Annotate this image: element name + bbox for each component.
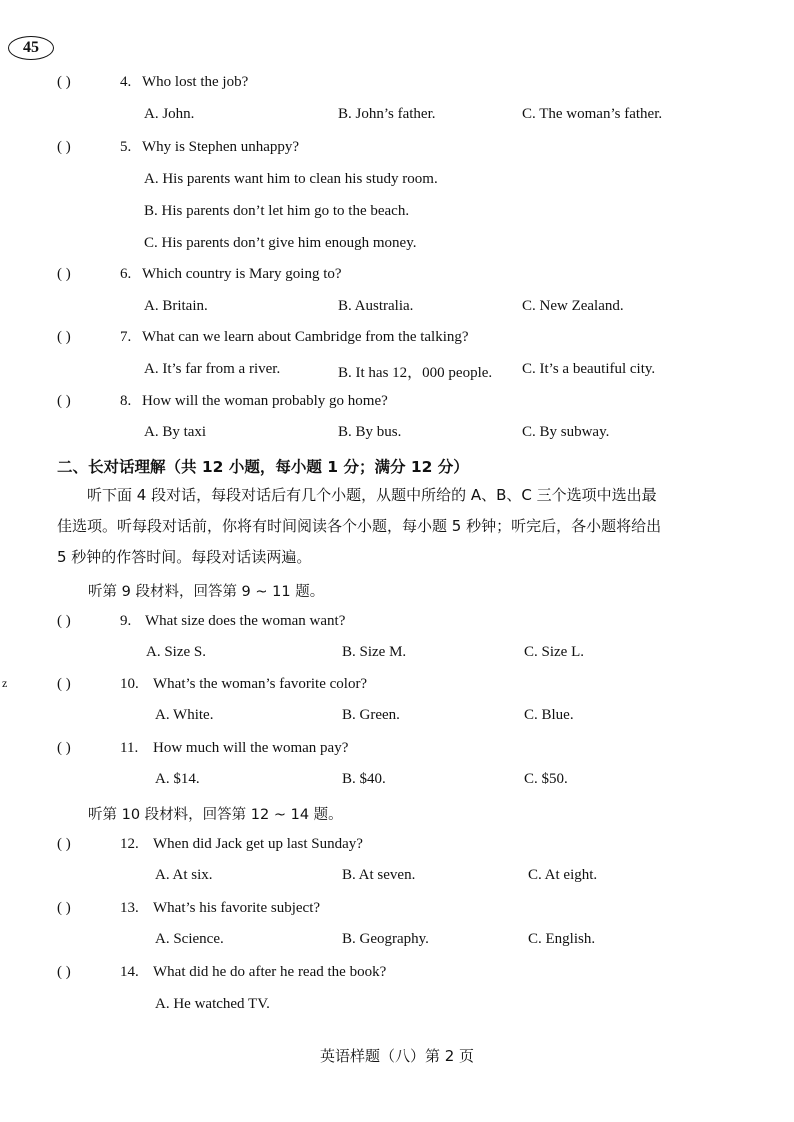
instructions-line: 5 秒钟的作答时间。每段对话读两遍。 — [57, 548, 312, 566]
instructions-line: 听下面 4 段对话，每段对话后有几个小题，从题中所给的 A、B、C 三个选项中选出最 — [87, 486, 657, 504]
margin-mark: z — [2, 676, 8, 690]
question-number: 4. — [120, 74, 132, 90]
option-a: A. Science. — [155, 931, 224, 947]
answer-blank[interactable]: ( ) — [57, 393, 71, 409]
option-b: B. Size M. — [342, 644, 407, 660]
section-title: 二、长对话理解（共 12 小题，每小题 1 分；满分 12 分） — [57, 458, 469, 476]
option-c: C. At eight. — [528, 867, 598, 883]
option-b: B. It has 12，000 people. — [338, 365, 493, 381]
answer-blank[interactable]: ( ) — [57, 836, 71, 852]
option-a: A. White. — [155, 707, 214, 723]
option-c: C. New Zealand. — [522, 298, 624, 314]
question-text: Which country is Mary going to? — [142, 266, 342, 282]
question-text: What did he do after he read the book? — [153, 964, 387, 980]
option-c: C. Blue. — [524, 707, 574, 723]
option-a: A. At six. — [155, 867, 213, 883]
option-c: C. The woman’s father. — [522, 106, 663, 122]
option-c: C. By subway. — [522, 424, 610, 440]
option-a: A. His parents want him to clean his study room. — [144, 171, 438, 187]
answer-blank[interactable]: ( ) — [57, 266, 71, 282]
option-c: C. His parents don’t give him enough money. — [144, 235, 417, 251]
option-c: C. It’s a beautiful city. — [522, 361, 656, 377]
answer-blank[interactable]: ( ) — [57, 900, 71, 916]
answer-blank[interactable]: ( ) — [57, 676, 71, 692]
answer-blank[interactable]: ( ) — [57, 329, 71, 345]
sub-heading: 听第 9 段材料，回答第 9 ~ 11 题。 — [88, 584, 325, 600]
answer-blank[interactable]: ( ) — [57, 74, 71, 90]
question-number: 10. — [120, 676, 139, 692]
option-b: B. $40. — [342, 771, 386, 787]
question-text: What’s the woman’s favorite color? — [153, 676, 368, 692]
question-text: What can we learn about Cambridge from the talking? — [142, 329, 469, 345]
option-b: B. Green. — [342, 707, 400, 723]
option-b: B. His parents don’t let him go to the beach. — [144, 203, 410, 219]
question-number: 13. — [120, 900, 139, 916]
instructions-line: 佳选项。听每段对话前，你将有时间阅读各个小题，每小题 5 秒钟；听完后，各小题将给出 — [57, 517, 662, 535]
question-text: What’s his favorite subject? — [153, 900, 321, 916]
option-a: A. It’s far from a river. — [144, 361, 281, 377]
question-text: How will the woman probably go home? — [142, 393, 388, 409]
section-instructions — [57, 480, 737, 573]
question-text: When did Jack get up last Sunday? — [153, 836, 363, 852]
answer-blank[interactable]: ( ) — [57, 740, 71, 756]
question-number: 11. — [120, 740, 139, 756]
option-b: B. By bus. — [338, 424, 402, 440]
page-footer: 英语样题（八）第 2 页 — [319, 1047, 475, 1065]
question-number: 6. — [120, 266, 132, 282]
option-c: C. Size L. — [524, 644, 584, 660]
question-number: 5. — [120, 139, 132, 155]
question-number: 14. — [120, 964, 139, 980]
sub-heading: 听第 10 段材料，回答第 12 ~ 14 题。 — [88, 807, 343, 823]
question-number: 12. — [120, 836, 139, 852]
question-number: 8. — [120, 393, 132, 409]
option-c: C. English. — [528, 931, 596, 947]
option-b: B. John’s father. — [338, 106, 436, 122]
option-a: A. By taxi — [144, 424, 207, 440]
option-a: A. Britain. — [144, 298, 208, 314]
option-b: B. At seven. — [342, 867, 416, 883]
option-a: A. He watched TV. — [155, 996, 270, 1012]
option-a: A. $14. — [155, 771, 200, 787]
question-text: Who lost the job? — [142, 74, 249, 90]
answer-blank[interactable]: ( ) — [57, 964, 71, 980]
question-text: How much will the woman pay? — [153, 740, 349, 756]
option-a: A. John. — [144, 106, 195, 122]
question-number: 9. — [120, 613, 132, 629]
question-number: 7. — [120, 329, 132, 345]
question-text: What size does the woman want? — [145, 613, 346, 629]
option-b: B. Australia. — [338, 298, 414, 314]
answer-blank[interactable]: ( ) — [57, 139, 71, 155]
question-text: Why is Stephen unhappy? — [142, 139, 300, 155]
answer-blank[interactable]: ( ) — [57, 613, 71, 629]
option-c: C. $50. — [524, 771, 568, 787]
option-a: A. Size S. — [146, 644, 206, 660]
option-b: B. Geography. — [342, 931, 429, 947]
page-number-badge: 45 — [8, 36, 54, 60]
